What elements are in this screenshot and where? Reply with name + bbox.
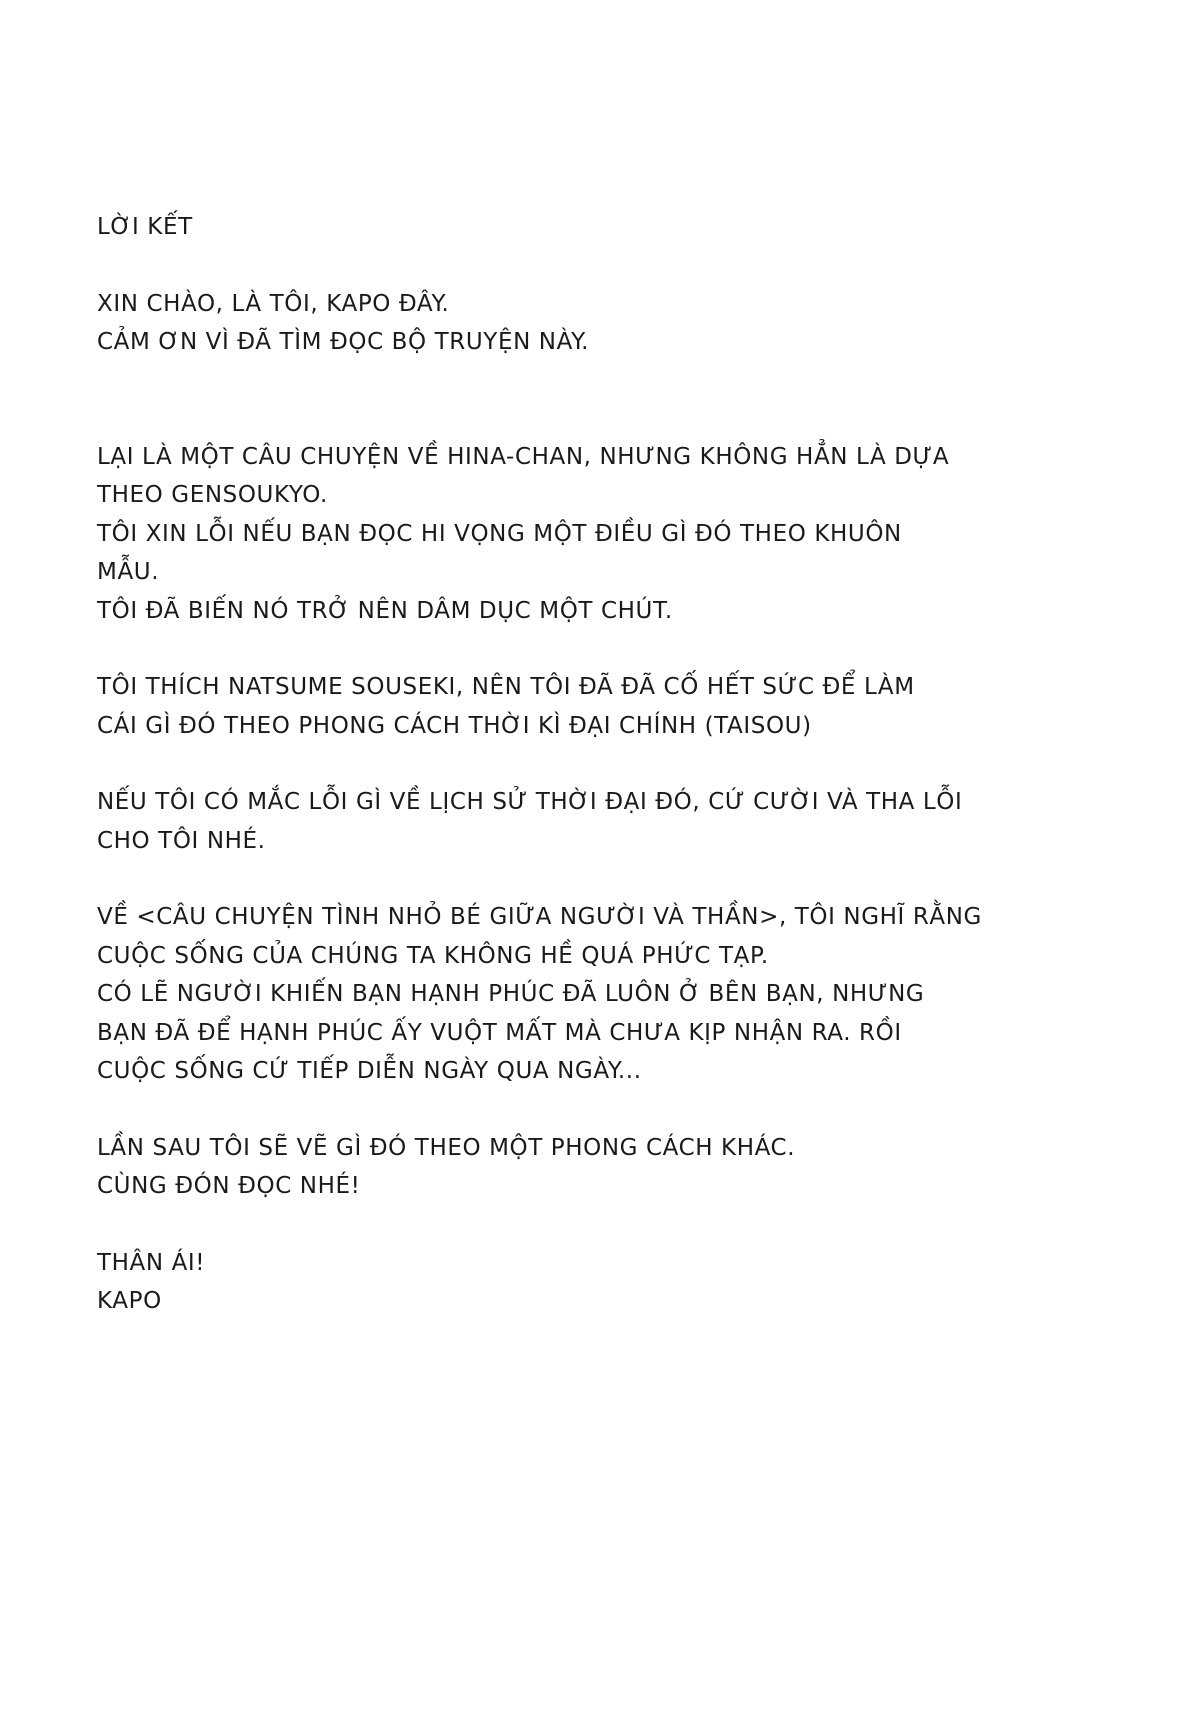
afterword-title: LỜI KẾT	[97, 214, 193, 240]
paragraph-greeting	[97, 285, 997, 362]
paragraph-inspiration	[97, 668, 997, 745]
text-line: BẠN ĐÃ ĐỂ HẠNH PHÚC ẤY VUỘT MẤT MÀ CHƯA KỊP NHẬN RA. RỒI	[97, 1019, 902, 1046]
text-line: LẦN SAU TÔI SẼ VẼ GÌ ĐÓ THEO MỘT PHONG CÁCH KHÁC.	[97, 1134, 796, 1161]
text-line: TÔI ĐÃ BIẾN NÓ TRỞ NÊN DÂM DỤC MỘT CHÚT.	[97, 597, 673, 624]
text-line: MẪU.	[97, 559, 160, 585]
text-line: CUỘC SỐNG CỦA CHÚNG TA KHÔNG HỀ QUÁ PHỨC TẠP.	[97, 942, 769, 969]
text-line: LẠI LÀ MỘT CÂU CHUYỆN VỀ HINA-CHAN, NHƯNG KHÔNG HẲN LÀ DỰA	[97, 443, 950, 470]
signoff-line: THÂN ÁI!	[97, 1249, 206, 1276]
text-line: CÓ LẼ NGƯỜI KHIẾN BẠN HẠNH PHÚC ĐÃ LUÔN Ở BÊN BẠN, NHƯNG	[97, 981, 925, 1007]
text-line: NẾU TÔI CÓ MẮC LỖI GÌ VỀ LỊCH SỬ THỜI ĐẠI ĐÓ, CỨ CƯỜI VÀ THA LỖI	[97, 789, 963, 815]
text-line: THEO GENSOUKYO.	[97, 482, 328, 508]
text-line: XIN CHÀO, LÀ TÔI, KAPO ĐÂY.	[97, 290, 450, 317]
author-signature: KAPO	[97, 1288, 162, 1314]
text-line: TÔI XIN LỖI NẾU BẠN ĐỌC HI VỌNG MỘT ĐIỀU GÌ ĐÓ THEO KHUÔN	[97, 520, 902, 547]
text-line: CÁI GÌ ĐÓ THEO PHONG CÁCH THỜI KÌ ĐẠI CHÍNH (TAISOU)	[97, 712, 812, 739]
afterword-text	[97, 208, 997, 1321]
text-line: TÔI THÍCH NATSUME SOUSEKI, NÊN TÔI ĐÃ ĐÃ CỐ HẾT SỨC ĐỂ LÀM	[97, 674, 915, 700]
paragraph-next-time	[97, 1129, 997, 1206]
text-line: CÙNG ĐÓN ĐỌC NHÉ!	[97, 1173, 361, 1199]
text-line: CUỘC SỐNG CỨ TIẾP DIỄN NGÀY QUA NGÀY...	[97, 1058, 642, 1084]
paragraph-apology	[97, 783, 997, 860]
paragraph-signoff	[97, 1244, 997, 1321]
paragraph-story-intro	[97, 438, 997, 631]
paragraph-reflection	[97, 898, 997, 1091]
text-line: VỀ <CÂU CHUYỆN TÌNH NHỎ BÉ GIỮA NGƯỜI VÀ THẦN>, TÔI NGHĨ RẰNG	[97, 904, 982, 930]
text-line: CẢM ƠN VÌ ĐÃ TÌM ĐỌC BỘ TRUYỆN NÀY.	[97, 329, 590, 355]
text-line: CHO TÔI NHÉ.	[97, 827, 266, 854]
